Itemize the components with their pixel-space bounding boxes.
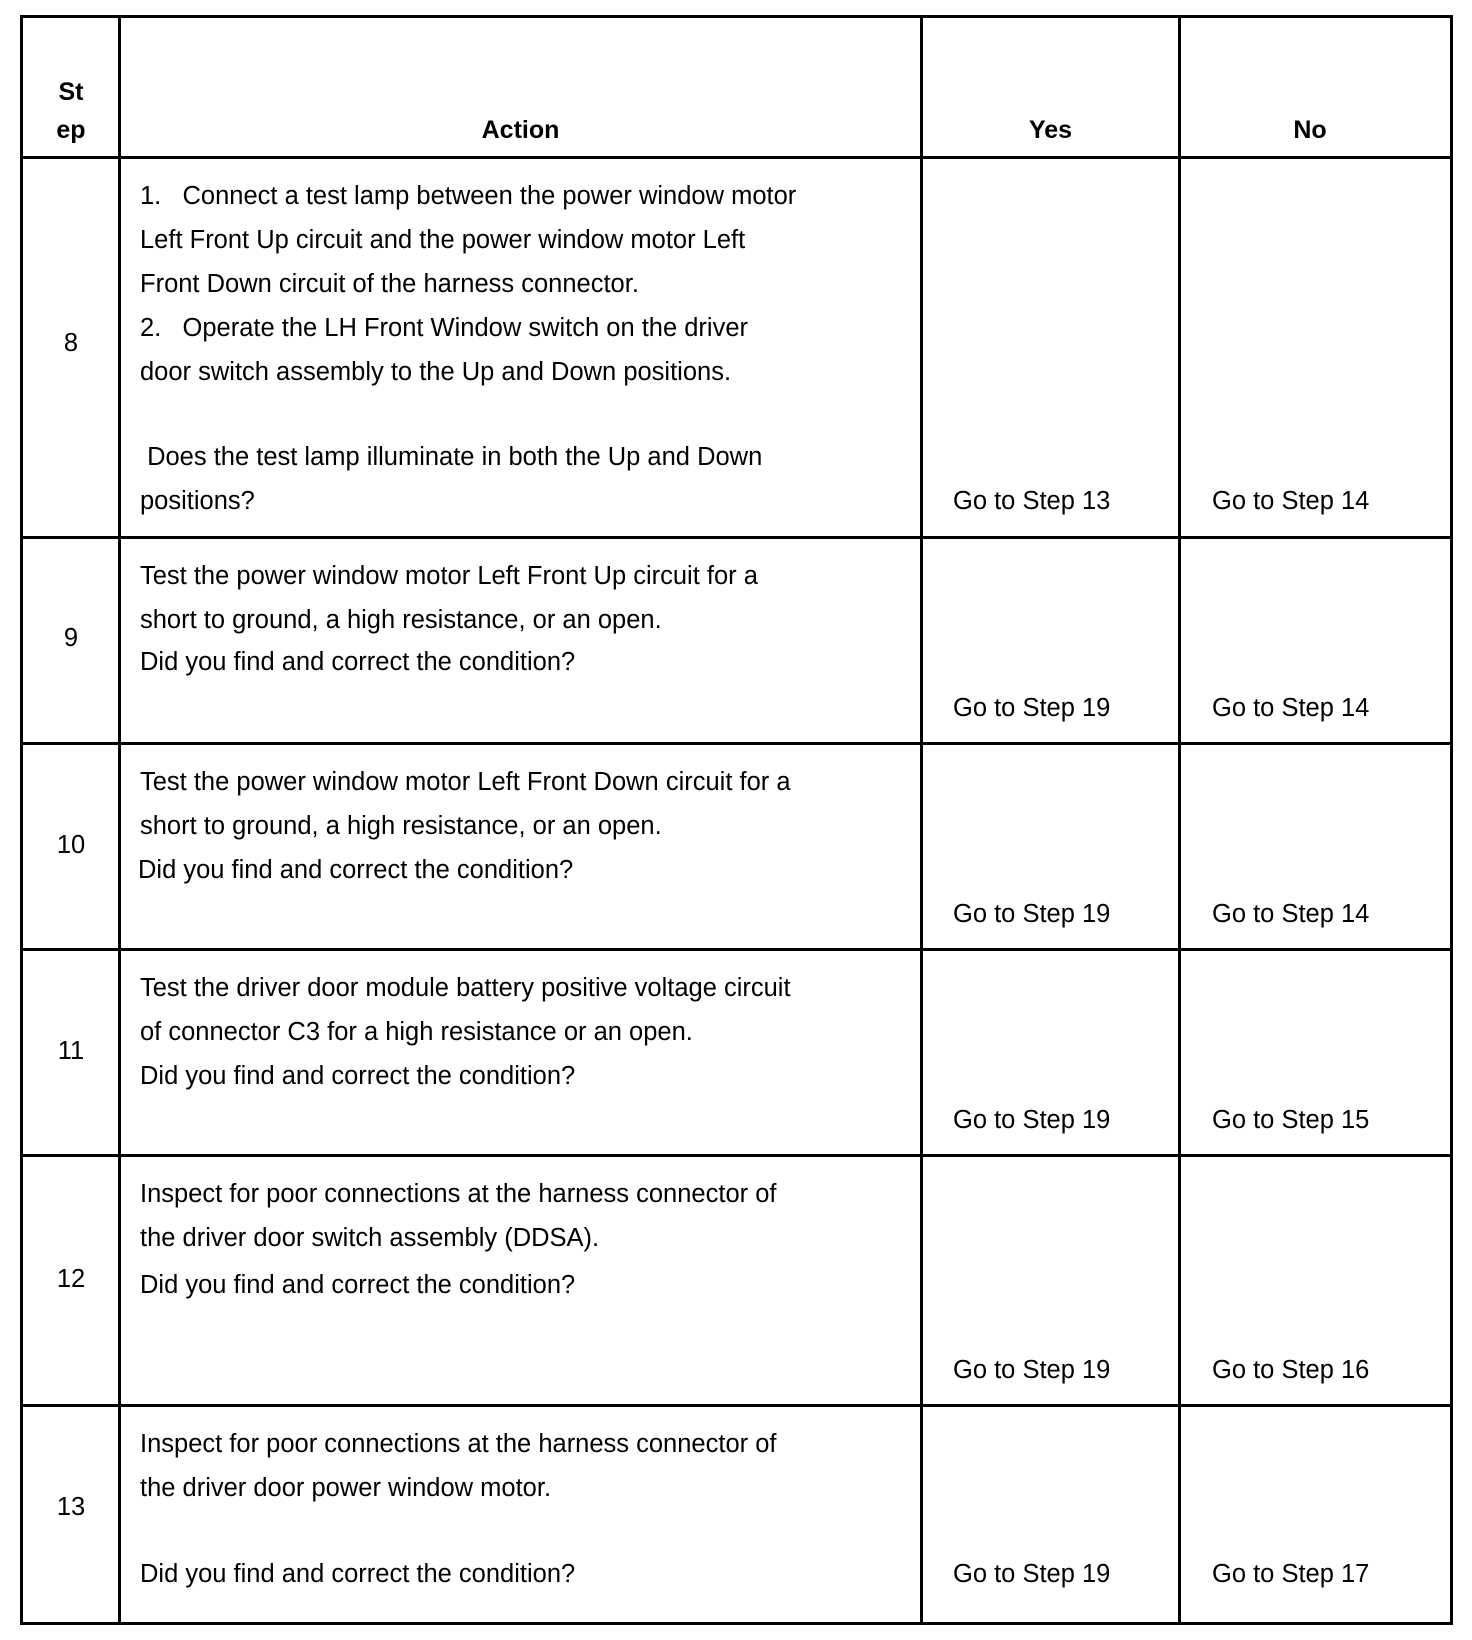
no-result: Go to Step 15 — [1212, 1106, 1370, 1134]
no-result: Go to Step 14 — [1212, 900, 1370, 928]
row-divider — [23, 156, 1450, 159]
yes-result: Go to Step 19 — [953, 900, 1111, 928]
action-line: short to ground, a high resistance, or an open. — [140, 606, 662, 634]
action-line: the driver door power window motor. — [140, 1474, 552, 1502]
yes-result: Go to Step 19 — [953, 694, 1111, 722]
action-line: of connector C3 for a high resistance or an open. — [140, 1018, 693, 1046]
row-divider — [23, 742, 1450, 745]
column-divider — [118, 18, 121, 1622]
action-line: short to ground, a high resistance, or an open. — [140, 812, 662, 840]
header-action: Action — [481, 116, 560, 144]
action-line: Left Front Up circuit and the power window motor Left — [140, 226, 746, 254]
header-yes: Yes — [1028, 116, 1073, 144]
action-line: the driver door switch assembly (DDSA). — [140, 1224, 600, 1252]
step-number: 8 — [63, 329, 79, 357]
action-line: Did you find and correct the condition? — [138, 856, 574, 884]
yes-result: Go to Step 19 — [953, 1106, 1111, 1134]
no-result: Go to Step 14 — [1212, 487, 1370, 515]
step-number: 13 — [56, 1493, 86, 1521]
no-result: Go to Step 17 — [1212, 1560, 1370, 1588]
action-line: Did you find and correct the condition? — [140, 1271, 576, 1299]
action-line: Did you find and correct the condition? — [140, 1560, 576, 1588]
header-step-line1: St — [58, 78, 84, 106]
step-number: 11 — [57, 1037, 85, 1065]
column-divider — [920, 18, 923, 1622]
step-number: 12 — [56, 1265, 86, 1293]
action-line: 2. Operate the LH Front Window switch on the driver — [140, 314, 749, 342]
no-result: Go to Step 14 — [1212, 694, 1370, 722]
column-divider — [1178, 18, 1181, 1622]
action-line: Test the power window motor Left Front Up circuit for a — [140, 562, 758, 590]
step-number: 10 — [56, 831, 86, 859]
row-divider — [23, 536, 1450, 539]
action-line: Inspect for poor connections at the harness connector of — [140, 1180, 777, 1208]
header-step-line2: ep — [56, 116, 86, 144]
action-line: door switch assembly to the Up and Down positions. — [140, 358, 732, 386]
step-number: 9 — [63, 624, 79, 652]
row-divider — [23, 1154, 1450, 1157]
no-result: Go to Step 16 — [1212, 1356, 1370, 1384]
header-no: No — [1293, 116, 1327, 144]
action-line: Test the power window motor Left Front Down circuit for a — [140, 768, 791, 796]
row-divider — [23, 1404, 1450, 1407]
action-line: Does the test lamp illuminate in both the Up and Down — [140, 443, 763, 471]
yes-result: Go to Step 19 — [953, 1356, 1111, 1384]
troubleshooting-table — [20, 15, 1453, 1625]
action-line: Front Down circuit of the harness connector. — [140, 270, 639, 298]
action-line: positions? — [140, 487, 255, 515]
action-line: Test the driver door module battery positive voltage circuit — [140, 974, 791, 1002]
action-line: Did you find and correct the condition? — [140, 1062, 576, 1090]
yes-result: Go to Step 13 — [953, 487, 1111, 515]
action-line: 1. Connect a test lamp between the power window motor — [140, 182, 797, 210]
yes-result: Go to Step 19 — [953, 1560, 1111, 1588]
row-divider — [23, 948, 1450, 951]
action-line: Did you find and correct the condition? — [140, 648, 576, 676]
action-line: Inspect for poor connections at the harness connector of — [140, 1430, 777, 1458]
